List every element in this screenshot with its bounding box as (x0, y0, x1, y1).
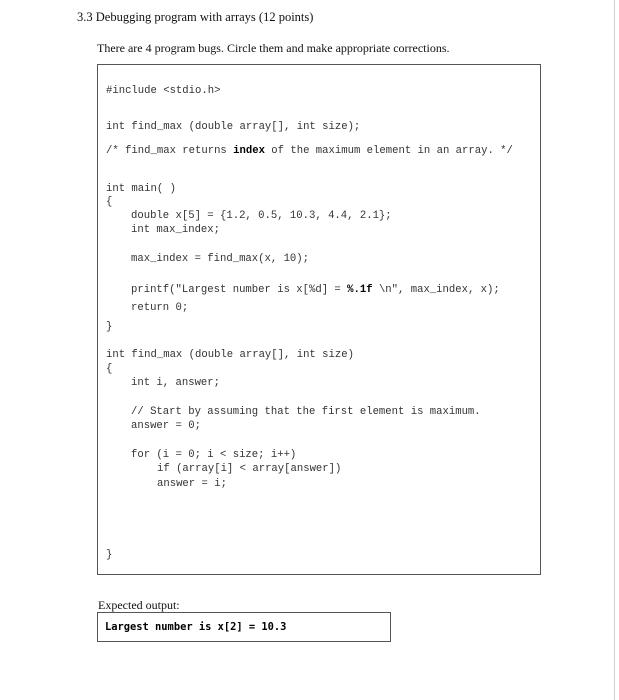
printf-part: printf("Largest number is x[%d] = (131, 284, 348, 296)
code-line: } (106, 549, 113, 561)
code-line (131, 284, 500, 296)
code-line: return 0; (131, 302, 189, 314)
code-line: answer = i; (157, 478, 227, 490)
expected-output-text: Largest number is x[2] = 10.3 (105, 621, 287, 633)
code-line: #include <stdio.h> (106, 85, 221, 97)
printf-part: \n", max_index, x); (372, 284, 500, 296)
code-line: answer = 0; (131, 420, 201, 432)
code-line: { (106, 196, 113, 208)
code-line: int max_index; (131, 224, 221, 236)
code-line: { (106, 363, 113, 375)
code-line: max_index = find_max(x, 10); (131, 253, 310, 265)
comment-part: of the maximum element in an array. */ (264, 145, 513, 157)
comment-emphasis: index (233, 145, 265, 157)
code-line: double x[5] = {1.2, 0.5, 10.3, 4.4, 2.1}; (131, 210, 392, 222)
expected-output-box (97, 612, 391, 642)
code-line: } (106, 321, 113, 333)
code-line: int i, answer; (131, 377, 221, 389)
code-line: int find_max (double array[], int size); (106, 121, 361, 133)
printf-format: %.1f (347, 284, 373, 296)
code-line: int main( ) (106, 183, 176, 195)
instructions: There are 4 program bugs. Circle them and make appropriate corrections. (97, 41, 450, 55)
section-heading: 3.3 Debugging program with arrays (12 points) (77, 10, 314, 24)
code-line: // Start by assuming that the first element is maximum. (131, 406, 481, 418)
page-edge (614, 0, 615, 700)
expected-output-label: Expected output: (98, 598, 180, 612)
comment-part: /* find_max returns (106, 145, 234, 157)
code-box (97, 64, 541, 575)
code-line: for (i = 0; i < size; i++) (131, 449, 297, 461)
code-line: int find_max (double array[], int size) (106, 349, 354, 361)
code-line: if (array[i] < array[answer]) (157, 463, 342, 475)
code-line (106, 145, 513, 157)
